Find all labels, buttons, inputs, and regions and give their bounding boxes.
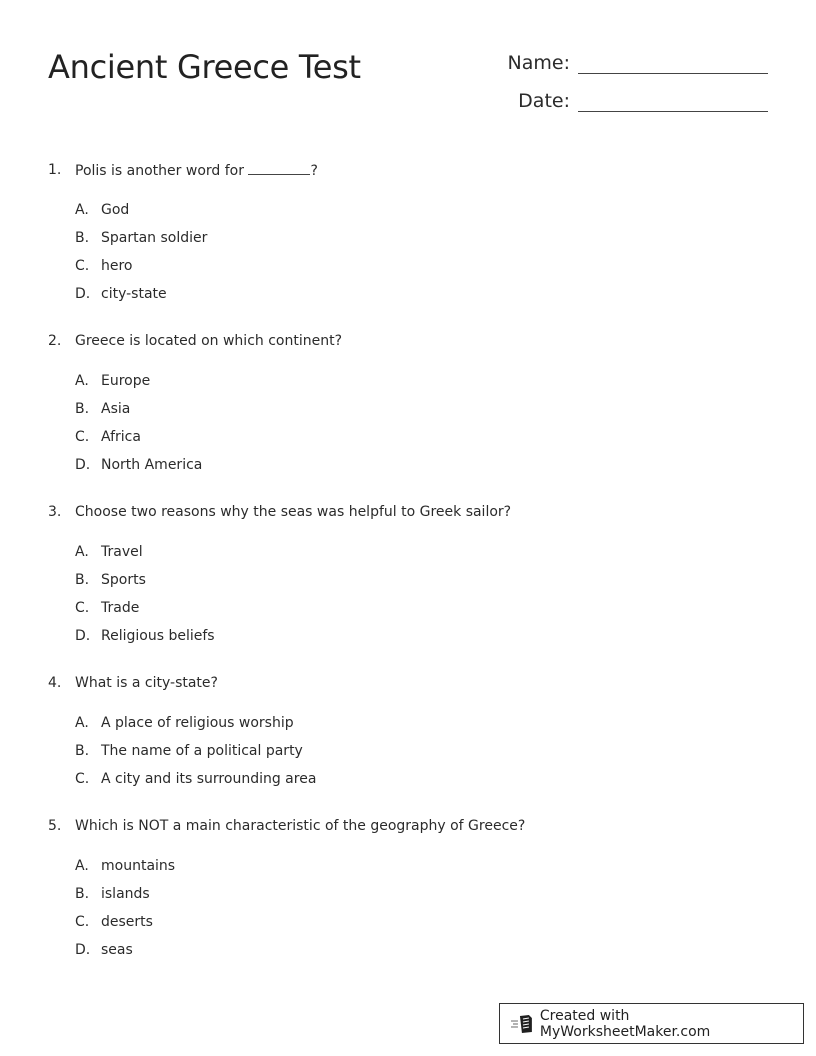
date-field xyxy=(480,90,768,112)
option-text: A place of religious worship xyxy=(101,715,294,731)
question-text: Choose two reasons why the seas was helpful to Greek sailor? xyxy=(75,504,512,520)
option-text: Africa xyxy=(101,429,141,445)
question-text: What is a city-state? xyxy=(75,675,218,691)
date-blank-line[interactable] xyxy=(578,111,768,112)
option-letter: B. xyxy=(75,886,90,902)
option-text: The name of a political party xyxy=(101,743,303,759)
option-text: hero xyxy=(101,258,133,274)
option-text: Europe xyxy=(101,373,151,389)
option-text: seas xyxy=(101,942,133,958)
question-number: 3. xyxy=(48,504,62,520)
name-blank-line[interactable] xyxy=(578,73,768,74)
question-text: Which is NOT a main characteristic of the geography of Greece? xyxy=(75,818,526,834)
question-text xyxy=(75,162,318,179)
created-with-badge[interactable] xyxy=(499,1003,804,1044)
question-number: 4. xyxy=(48,675,62,691)
option-letter: D. xyxy=(75,628,91,644)
option-text: Trade xyxy=(101,600,140,616)
option-text: Spartan soldier xyxy=(101,230,208,246)
option-text: Travel xyxy=(101,544,143,560)
option-text: city-state xyxy=(101,286,167,302)
option-letter: D. xyxy=(75,942,91,958)
option-letter: A. xyxy=(75,715,89,731)
question-text-part: Polis is another word for xyxy=(75,163,249,179)
option-text: Asia xyxy=(101,401,131,417)
option-text: A city and its surrounding area xyxy=(101,771,317,787)
option-text: North America xyxy=(101,457,203,473)
option-letter: D. xyxy=(75,457,91,473)
option-letter: B. xyxy=(75,572,90,588)
option-letter: C. xyxy=(75,914,90,930)
question-text: Greece is located on which continent? xyxy=(75,333,343,349)
name-label: Name: xyxy=(507,52,570,74)
option-letter: B. xyxy=(75,743,90,759)
worksheet-maker-logo-icon xyxy=(510,1014,534,1034)
option-letter: A. xyxy=(75,544,89,560)
option-letter: D. xyxy=(75,286,91,302)
option-text: God xyxy=(101,202,130,218)
option-text: islands xyxy=(101,886,150,902)
option-letter: A. xyxy=(75,858,89,874)
option-letter: C. xyxy=(75,429,90,445)
option-text: Sports xyxy=(101,572,146,588)
name-field xyxy=(480,52,768,74)
option-letter: C. xyxy=(75,600,90,616)
question-number: 5. xyxy=(48,818,62,834)
option-letter: A. xyxy=(75,373,89,389)
footer-text: Created with MyWorksheetMaker.com xyxy=(539,1007,711,1040)
date-label: Date: xyxy=(518,90,570,112)
question-number: 1. xyxy=(48,162,62,178)
option-letter: A. xyxy=(75,202,89,218)
option-letter: C. xyxy=(75,771,90,787)
option-letter: C. xyxy=(75,258,90,274)
question-text-part: ? xyxy=(310,163,318,179)
question-number: 2. xyxy=(48,333,62,349)
option-text: deserts xyxy=(101,914,153,930)
option-text: Religious beliefs xyxy=(101,628,215,644)
option-letter: B. xyxy=(75,230,90,246)
option-text: mountains xyxy=(101,858,176,874)
option-letter: B. xyxy=(75,401,90,417)
answer-blank xyxy=(248,162,310,175)
page-title: Ancient Greece Test xyxy=(48,48,361,86)
